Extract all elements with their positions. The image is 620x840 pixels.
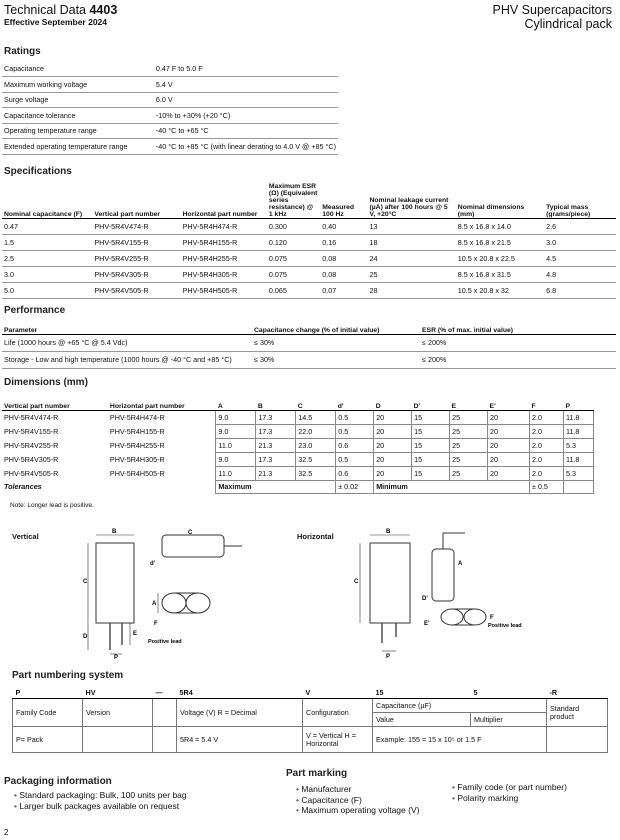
dimensions-note: Note: Longer lead is positive. [10,502,94,509]
h-dim-letter-a: A [458,561,463,567]
standard-product-value [547,727,608,753]
ratings-table [2,61,338,155]
rating-label: Capacitance [2,61,154,77]
dim-cell: 20 [488,424,530,438]
part-marking-item: • Maximum operating voltage (V) [296,805,419,816]
spec-cell: 3.0 [544,235,616,251]
spec-cell: 1.5 [2,235,92,251]
dim-letter-a: A [152,601,157,607]
dim-cell: 0.5 [336,452,374,466]
dim-col-header: B [256,398,296,410]
dim-cell: PHV-5R4V255-R [4,440,59,450]
part-marking-item: • Manufacturer [296,784,419,795]
spec-cell: 8.5 x 16.8 x 14.0 [456,219,544,235]
horizontal-dimension-drawing [340,525,540,660]
part-marking-item: • Polarity marking [452,793,567,804]
spec-cell: PHV-5R4V474-R [92,219,180,235]
tolerances-row [2,480,594,493]
pack-name: Cylindrical pack [524,17,612,31]
vertical-side-view [162,535,224,557]
dim-cell: PHV-5R4H505-R [109,468,165,478]
ratings-row [2,92,338,108]
dim-cell: 17.3 [256,452,296,466]
dim-cell: 20 [488,452,530,466]
dim-cell: 2.0 [529,452,563,466]
dim-row [2,466,594,480]
dim-letter-c: C [83,579,88,585]
dim-cell: 5.3 [563,466,593,480]
rating-value: 6.0 V [154,92,338,108]
perf-col-header: Parameter [2,318,252,334]
spec-cell: PHV-5R4V155-R [92,235,180,251]
dim-col-header: D [374,398,412,410]
version-label: Version [83,699,153,727]
tolerances-label: Tolerances [4,482,42,491]
dim-cell: 2.0 [529,410,563,424]
specifications-heading: Specifications [4,166,72,177]
spec-col-header: Maximum ESR (Ω) (Equivalent series resistance) @ 1 kHz [267,183,320,219]
spec-col-header: Measured 100 Hz [320,183,367,219]
perf-col-header: ESR (% of max. initial value) [420,318,616,334]
dim-cell: 20 [488,438,530,452]
dim-cell: 25 [450,424,488,438]
dim-row [2,410,594,424]
spec-col-header: Horizontal part number [181,183,267,219]
rating-value: -40 °C to +85 °C (with linear derating to 4.0 V @ +85 °C) [154,139,338,155]
vertical-diagram-label: Vertical [12,532,39,541]
h-dim-letter-b: B [386,529,391,535]
dim-letter-b: B [112,529,117,535]
dim-cell: 9.0 [216,424,256,438]
code-hv: HV [83,686,153,699]
spec-cell: 8.5 x 16.8 x 31.5 [456,267,544,283]
spec-col-header: Typical mass (grams/piece) [544,183,616,219]
doc-title-main: Technical Data [4,3,86,17]
dim-cell: 11.8 [563,410,593,424]
value-label: Value [373,713,471,727]
specifications-table [2,183,616,299]
spec-cell: 8.5 x 16.8 x 21.5 [456,235,544,251]
dim-letter-f: F [154,621,158,627]
dim-cell: 14.5 [296,410,336,424]
effective-date: Effective September 2024 [4,17,107,27]
dim-col-header: D' [412,398,450,410]
ratings-heading: Ratings [4,46,41,57]
perf-cell: Storage - Low and high temperature (1000 hours @ -40 °C and +85 °C) [2,351,252,368]
dim-cell: PHV-5R4H305-R [109,454,165,464]
spec-cell: 0.08 [320,251,367,267]
code-15: 15 [373,686,471,699]
spec-cell: 10.5 x 20.8 x 32 [456,283,544,299]
spec-cell: 2.6 [544,219,616,235]
part-numbering-table [12,686,608,753]
dim-cell: 0.6 [336,466,374,480]
tol-d: ± 0.02 [336,480,374,493]
vertical-capacitor-body [96,543,134,623]
spec-cell: PHV-5R4H505-R [181,283,267,299]
part-numbering-heading: Part numbering system [12,670,124,681]
dim-cell: 25 [450,452,488,466]
spec-cell: 0.16 [320,235,367,251]
dim-cell: 20 [488,410,530,424]
perf-cell: ≤ 200% [420,351,616,368]
dash-cell [153,699,177,727]
spec-cell: 0.065 [267,283,320,299]
dim-cell: 21.3 [256,438,296,452]
spec-cell: 0.40 [320,219,367,235]
spec-cell: PHV-5R4H474-R [181,219,267,235]
dim-cell: 20 [488,466,530,480]
dim-cell: 11.8 [563,452,593,466]
dim-row [2,424,594,438]
spec-col-header: Vertical part number [92,183,180,219]
family-code-label: Family Code [13,699,83,727]
side-letter-c: C [188,530,193,536]
part-marking-item: • Capacitance (F) [296,795,419,806]
spec-cell: 25 [367,267,455,283]
spec-cell: 0.47 [2,219,92,235]
spec-cell: PHV-5R4H155-R [181,235,267,251]
code-r: -R [547,686,608,699]
ratings-row [2,61,338,77]
tol-f: ± 0.5 [529,480,563,493]
dim-header-row [2,398,594,410]
spec-cell: 5.0 [2,283,92,299]
dim-col-header: d' [336,398,374,410]
dim-col-header: A [216,398,256,410]
dim-cell: 32.5 [296,466,336,480]
h-dim-letter-d-prime: D' [422,596,428,602]
h-dim-letter-p: P [386,654,391,660]
spec-cell: 18 [367,235,455,251]
dim-cell: 11.8 [563,424,593,438]
dim-letter-e: E [133,631,138,637]
dim-cell: PHV-5R4V474-R [4,412,59,422]
spec-cell: 0.300 [267,219,320,235]
product-title [492,3,612,31]
dim-cell: 32.5 [296,452,336,466]
rating-value: -40 °C to +65 °C [154,123,338,139]
page-number: 2 [4,828,9,837]
doc-number: 4403 [89,3,118,17]
dim-letter-p: P [114,655,119,660]
dim-cell: 15 [412,424,450,438]
spec-cell: 4.8 [544,267,616,283]
p-pack-value: P= Pack [13,727,83,753]
dim-cell: 17.3 [256,424,296,438]
rating-value: -10% to +30% (+20 °C) [154,108,338,124]
dim-cell: PHV-5R4V305-R [4,454,59,464]
perf-cell: ≤ 30% [252,334,420,351]
spec-cell: 3.0 [2,267,92,283]
ratings-row [2,139,338,155]
spec-cell: 13 [367,219,455,235]
capacitance-label: Capacitance (µF) [373,699,547,713]
packaging-item: • Standard packaging: Bulk, 100 units per bag [14,790,187,801]
spec-cell: 28 [367,283,455,299]
rating-label: Operating temperature range [2,123,154,139]
doc-title [4,3,117,17]
voltage-example: 5R4 = 5.4 V [177,727,303,753]
ratings-row [2,77,338,93]
spec-row [2,219,616,235]
positive-lead-label-vertical: Positive lead [148,639,182,645]
perf-row [2,334,616,351]
packaging-list [14,790,187,811]
perf-header-row [2,318,616,334]
dim-cell: PHV-5R4V505-R [4,468,59,478]
dim-letter-d: D [83,634,88,640]
spec-row [2,267,616,283]
dim-cell: 15 [412,466,450,480]
tol-minimum: Minimum [374,480,530,493]
dim-cell: PHV-5R4H255-R [109,440,165,450]
h-dim-letter-f: F [490,615,494,621]
tol-p [563,480,593,493]
packaging-heading: Packaging information [4,776,112,787]
horizontal-capacitor-body [370,543,410,623]
dim-col-header: Horizontal part number [108,398,216,410]
performance-heading: Performance [4,305,66,316]
dim-col-header: E [450,398,488,410]
rating-label: Extended operating temperature range [2,139,154,155]
spec-cell: PHV-5R4V305-R [92,267,180,283]
dimensions-heading: Dimensions (mm) [4,377,88,388]
dim-row [2,438,594,452]
part-marking-list-right [452,782,567,803]
rating-value: 0.47 F to 5.0 F [154,61,338,77]
positive-lead-label-horizontal: Positive lead [488,623,522,629]
dim-cell: 0.5 [336,424,374,438]
dim-row [2,452,594,466]
configuration-label: Configuration [303,699,373,727]
perf-cell: ≤ 30% [252,351,420,368]
dim-letter-d-prime: d' [150,561,156,567]
ratings-row [2,123,338,139]
dim-cell: 2.0 [529,424,563,438]
dim-col-header: F [529,398,563,410]
code-p: P [13,686,83,699]
spec-cell: 24 [367,251,455,267]
dim-cell: 20 [374,438,412,452]
perf-cell: ≤ 200% [420,334,616,351]
spec-cell: PHV-5R4H305-R [181,267,267,283]
spec-header-row [2,183,616,219]
dim-cell: 21.3 [256,466,296,480]
spec-row [2,283,616,299]
spec-cell: 2.5 [2,251,92,267]
packaging-item: • Larger bulk packages available on request [14,801,187,812]
rating-label: Maximum working voltage [2,77,154,93]
code-5r4: 5R4 [177,686,303,699]
dim-cell: 22.0 [296,424,336,438]
dimensions-table [2,398,594,494]
dim-cell: 20 [374,452,412,466]
h-dim-letter-e-prime: E' [424,621,430,627]
h-dim-letter-c: C [354,579,359,585]
dim-cell: 25 [450,410,488,424]
dim-cell: 2.0 [529,466,563,480]
dim-cell: 15 [412,410,450,424]
spec-cell: 0.075 [267,267,320,283]
ratings-row [2,108,338,124]
code-5: 5 [471,686,547,699]
standard-product-label: Standard product [547,699,608,727]
part-marking-heading: Part marking [286,768,348,779]
tol-maximum: Maximum [216,480,336,493]
dim-cell: 11.0 [216,438,256,452]
spec-cell: 0.07 [320,283,367,299]
config-values: V = Vertical H = Horizontal [303,727,373,753]
spec-cell: 4.5 [544,251,616,267]
perf-row [2,351,616,368]
spec-cell: 6.8 [544,283,616,299]
dim-cell: 5.3 [563,438,593,452]
spec-row [2,235,616,251]
product-name: PHV Supercapacitors [492,3,612,17]
spec-cell: 0.075 [267,251,320,267]
spec-cell: 0.120 [267,235,320,251]
perf-col-header: Capacitance change (% of initial value) [252,318,420,334]
spec-cell: PHV-5R4H255-R [181,251,267,267]
spec-col-header: Nominal dimensions (mm) [456,183,544,219]
spec-cell: PHV-5R4V255-R [92,251,180,267]
spec-cell: 0.08 [320,267,367,283]
code-v: V [303,686,373,699]
dim-cell: PHV-5R4H155-R [109,426,165,436]
dim-cell: 11.0 [216,466,256,480]
perf-cell: Life (1000 hours @ +65 °C @ 5.4 Vdc) [2,334,252,351]
dim-cell: 17.3 [256,410,296,424]
dim-cell: 15 [412,438,450,452]
performance-table [2,318,616,369]
dash-value [153,727,177,753]
dim-col-header: C [296,398,336,410]
part-marking-item: • Family code (or part number) [452,782,567,793]
horizontal-diagram-label: Horizontal [297,532,334,541]
spec-cell: 10.5 x 20.8 x 22.5 [456,251,544,267]
dim-cell: 0.6 [336,438,374,452]
spec-row [2,251,616,267]
dim-cell: 20 [374,410,412,424]
dim-cell: PHV-5R4H474-R [109,412,165,422]
code-dash: — [153,686,177,699]
dim-cell: 25 [450,438,488,452]
spec-cell: PHV-5R4V505-R [92,283,180,299]
dim-cell: 2.0 [529,438,563,452]
dim-col-header: E' [488,398,530,410]
dim-col-header: P [563,398,593,410]
rating-label: Surge voltage [2,92,154,108]
part-marking-list-left [296,784,419,816]
capacitance-example: Example: 155 = 15 x 10⁵ or 1.5 F [373,727,547,753]
spec-col-header: Nominal leakage current (µA) after 100 hours @ 5 V, +20°C [367,183,455,219]
voltage-label: Voltage (V) R = Decimal [177,699,303,727]
dim-cell: 23.0 [296,438,336,452]
rating-label: Capacitance tolerance [2,108,154,124]
dim-cell: 9.0 [216,410,256,424]
dim-cell: 20 [374,466,412,480]
dim-cell: 25 [450,466,488,480]
dim-cell: 15 [412,452,450,466]
multiplier-label: Multiplier [471,713,547,727]
vertical-dimension-drawing [70,525,250,660]
dim-col-header: Vertical part number [2,398,108,410]
spec-col-header: Nominal capacitance (F) [2,183,92,219]
dim-cell: 20 [374,424,412,438]
dim-cell: PHV-5R4V155-R [4,426,59,436]
version-value [83,727,153,753]
rating-value: 5.4 V [154,77,338,93]
dim-cell: 0.5 [336,410,374,424]
dim-cell: 9.0 [216,452,256,466]
